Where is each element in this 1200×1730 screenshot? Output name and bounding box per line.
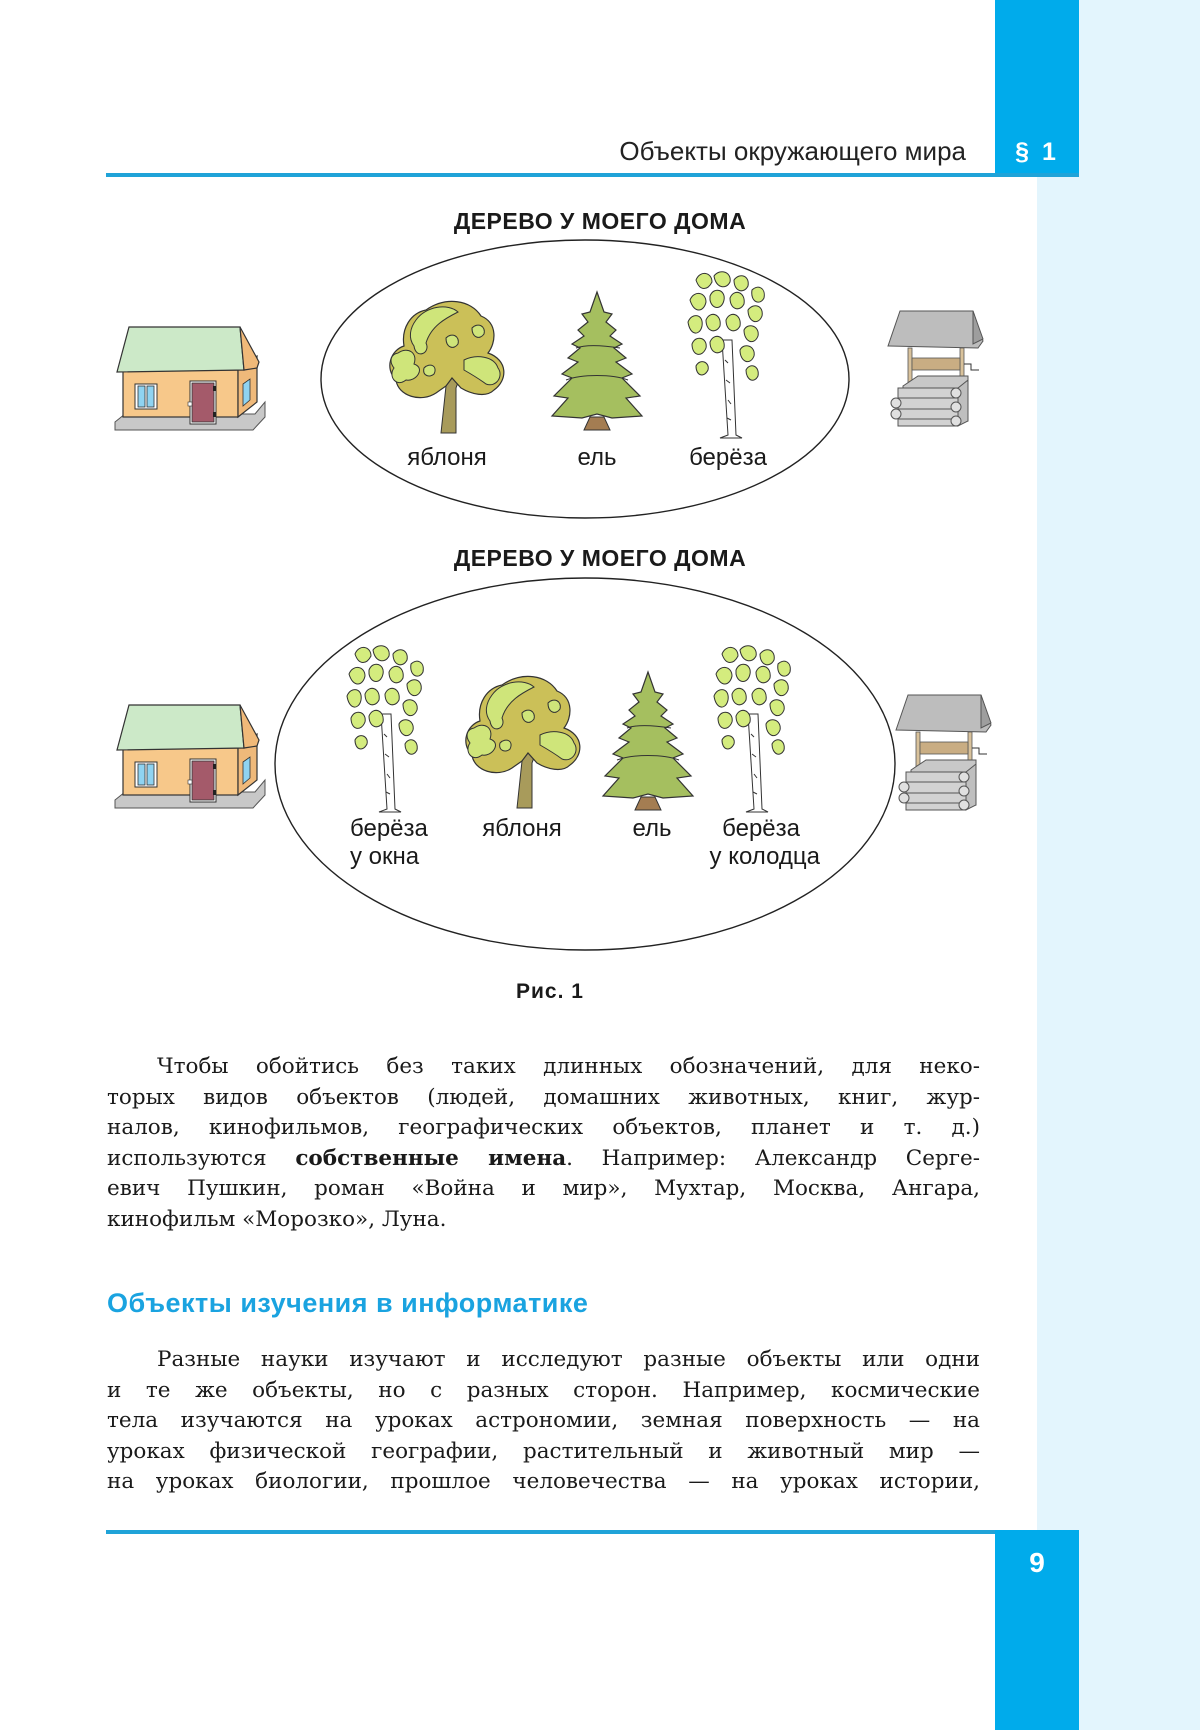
- birch-tree-icon: [714, 646, 790, 812]
- text-span: . Например: Александр Серге-: [566, 1145, 980, 1171]
- spruce-tree-icon: [552, 292, 642, 430]
- text-span: используются: [107, 1145, 296, 1171]
- paragraph-sciences: [107, 1345, 980, 1498]
- text-line: евич Пушкин, роман «Война и мир», Мухтар, Москва, Ангара,: [107, 1176, 980, 1202]
- text-line: Разные науки изучают и исследуют разные объекты или одни: [157, 1347, 980, 1372]
- section-heading: Объекты изучения в информатике: [107, 1288, 589, 1318]
- apple-tree-icon: [390, 301, 504, 433]
- spruce-tree-icon: [603, 672, 693, 810]
- well-icon: [896, 695, 991, 810]
- tree-label: яблоня: [482, 815, 562, 842]
- text-line: уроках физической географии, растительный и животный мир —: [107, 1438, 980, 1464]
- text-line: налов, кинофильмов, географических объектов, планет и т. д.): [107, 1115, 980, 1141]
- page-number: 9: [1029, 1547, 1045, 1578]
- tree-label: яблоня: [407, 444, 487, 471]
- text-line: и те же объекты, но с разных сторон. Например, космические: [107, 1377, 980, 1403]
- diagram-ellipse-2: [275, 578, 895, 950]
- apple-tree-icon: [466, 676, 580, 808]
- text-line: [107, 1144, 980, 1175]
- tree-label-line: у окна: [350, 843, 420, 870]
- tree-label: [690, 815, 820, 871]
- house-icon: [115, 705, 265, 808]
- house-icon: [115, 327, 265, 430]
- well-icon: [888, 311, 983, 426]
- tree-label: [340, 815, 450, 871]
- running-title: Объекты окружающего мира: [619, 136, 966, 166]
- text-line: на уроках биологии, прошлое человечества — на уроках истории,: [107, 1469, 980, 1495]
- tree-label: ель: [632, 815, 672, 842]
- text-line: Чтобы обойтись без таких длинных обозначений, для неко-: [157, 1054, 980, 1079]
- diagram-title-2: ДЕРЕВО У МОЕГО ДОМА: [453, 545, 747, 571]
- text-line: тела изучаются на уроках астрономии, земная поверхность — на: [107, 1408, 980, 1434]
- tree-label: берёза: [689, 444, 767, 471]
- text-line: кинофильм «Морозко», Луна.: [107, 1206, 447, 1232]
- tree-label-line: берёза: [350, 815, 428, 842]
- figure-caption: Рис. 1: [516, 980, 584, 1003]
- birch-tree-icon: [688, 272, 764, 438]
- tree-label: ель: [577, 444, 617, 471]
- text-line: торых видов объектов (людей, домашних животных, книг, жур-: [107, 1084, 980, 1110]
- paragraph-proper-names: [107, 1052, 980, 1236]
- section-tab-label: § 1: [1015, 138, 1059, 166]
- diagram-title-1: ДЕРЕВО У МОЕГО ДОМА: [453, 208, 747, 234]
- birch-tree-icon: [347, 646, 423, 812]
- footer-rule: [106, 1530, 1079, 1534]
- tree-label-line: у колодца: [709, 843, 820, 870]
- bold-term: собственные имена: [295, 1145, 567, 1171]
- tree-label-line: берёза: [722, 815, 800, 842]
